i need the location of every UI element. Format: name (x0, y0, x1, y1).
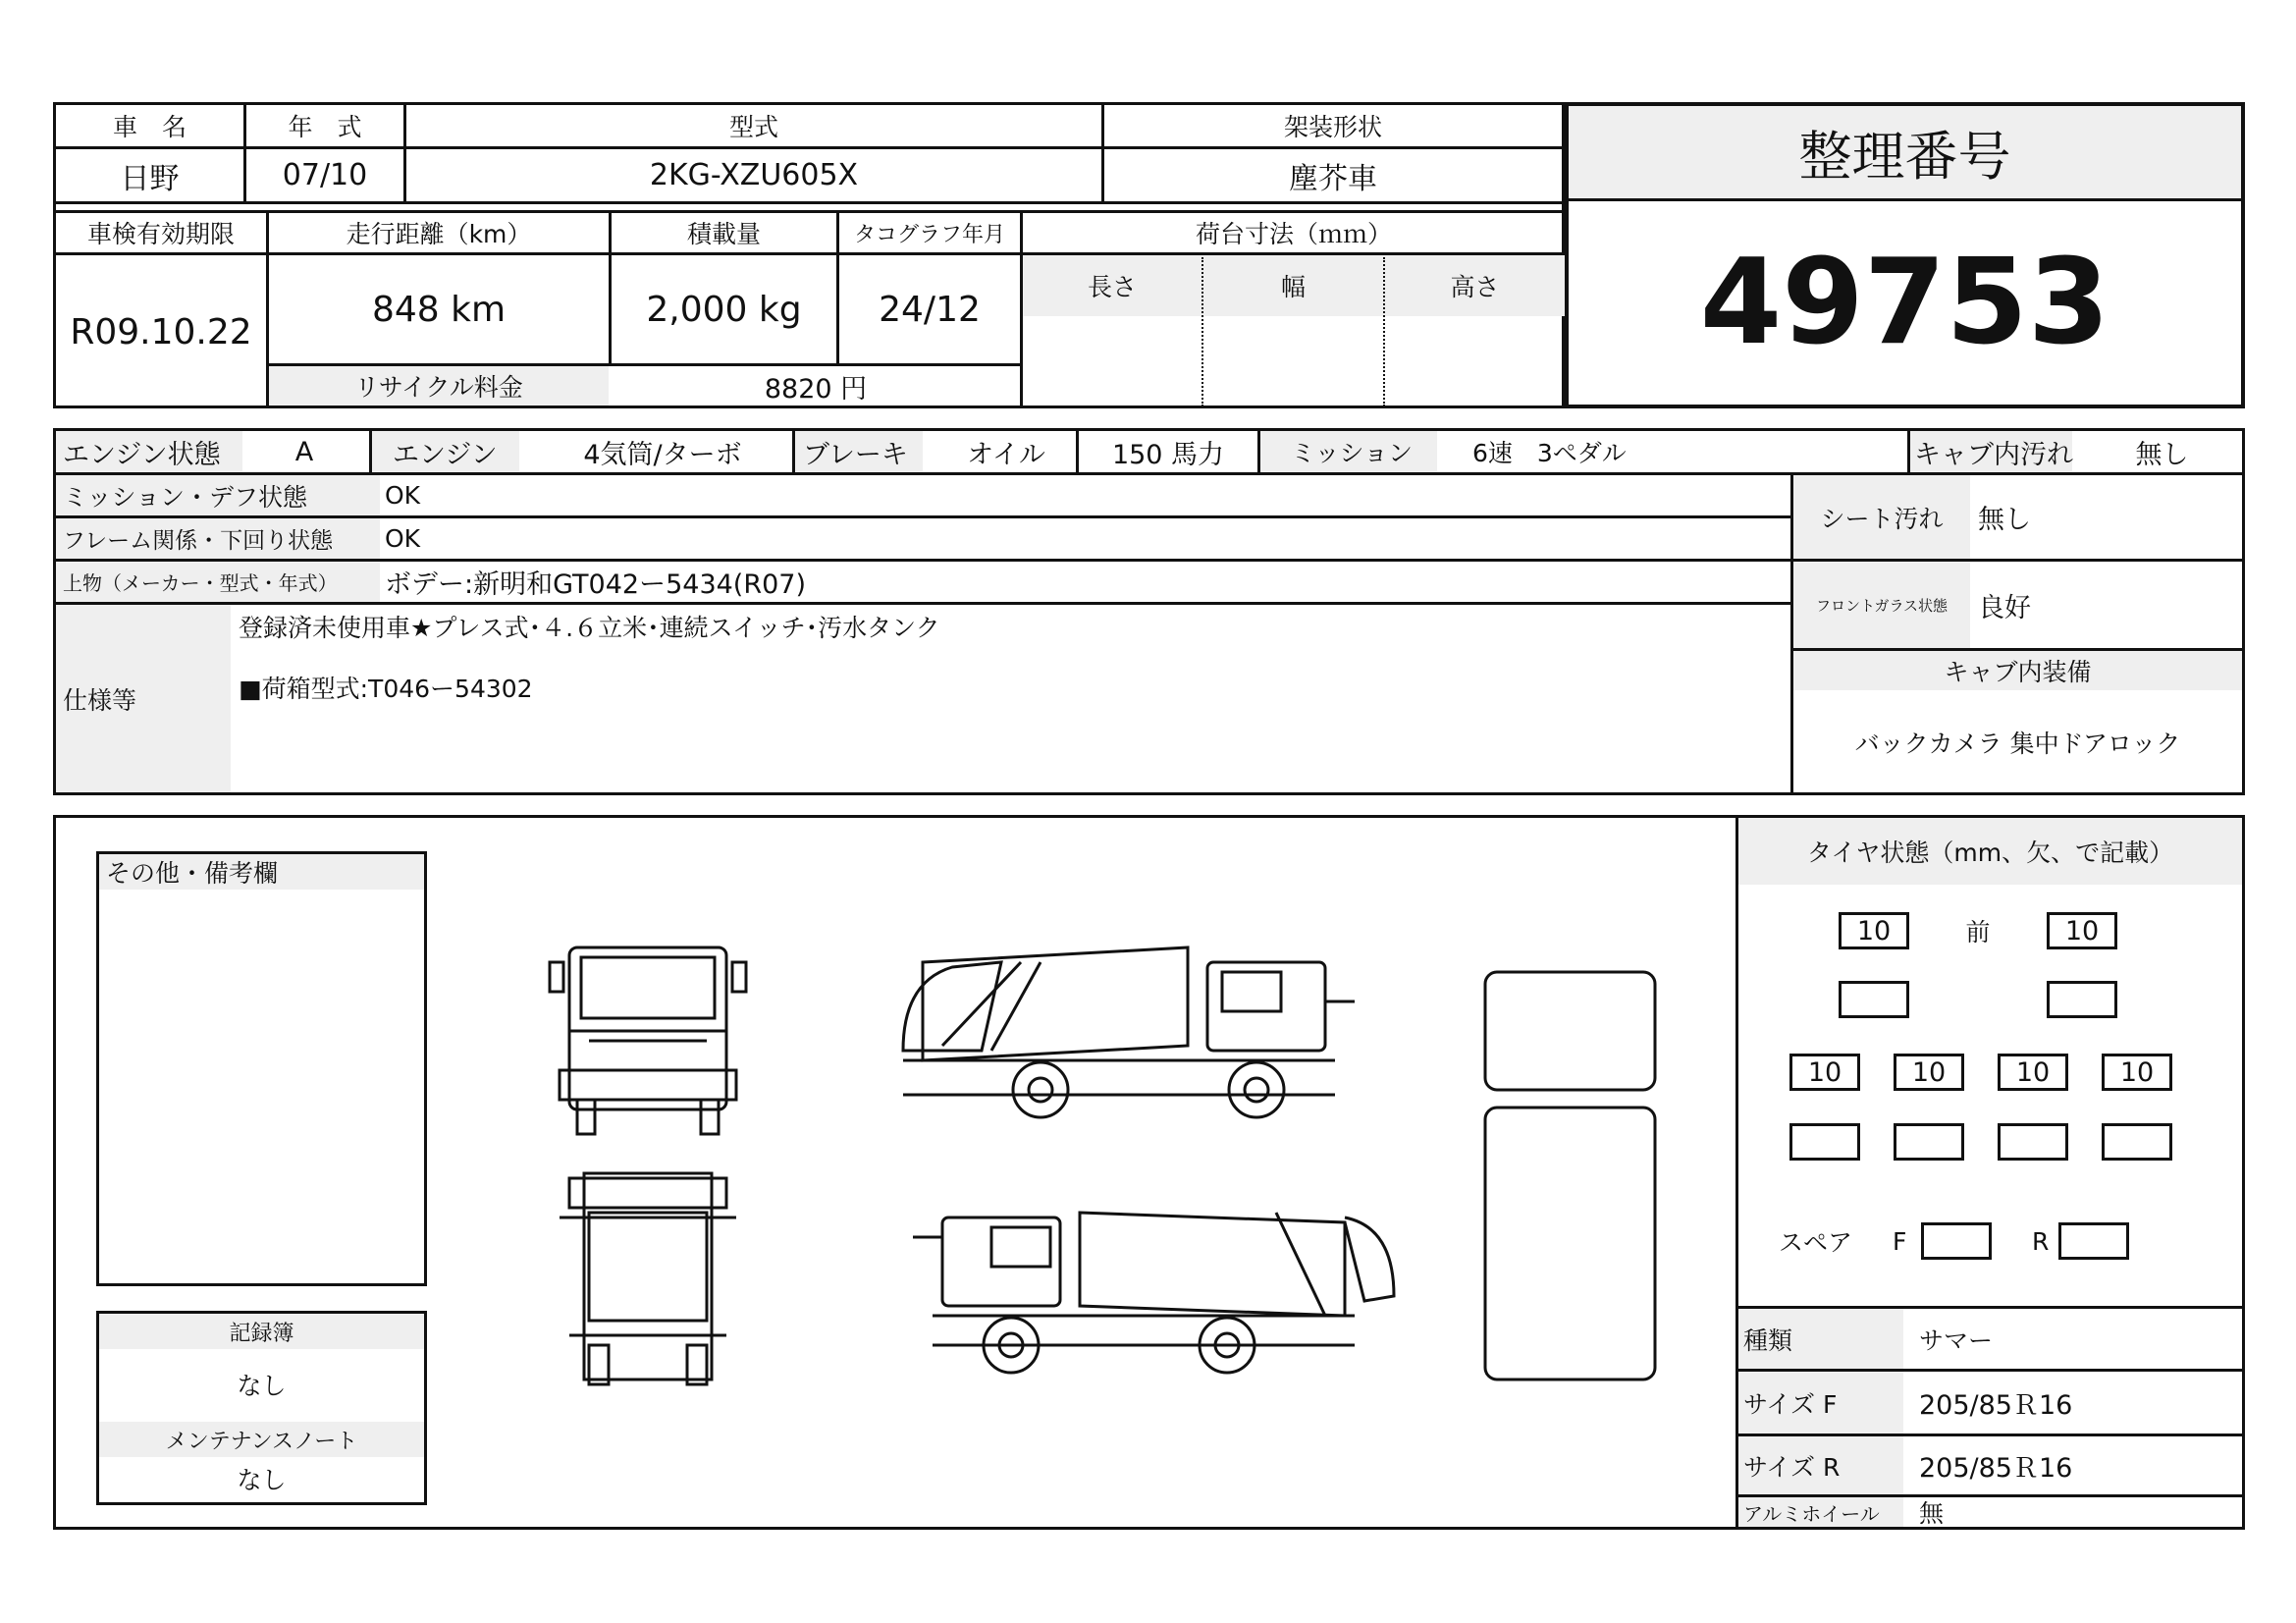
tire-rear-2-empty (1894, 1123, 1964, 1161)
seat-value: 無し (1978, 505, 2031, 535)
tire-type-value: サマー (1919, 1325, 1994, 1355)
tire-rear-1-empty (1789, 1123, 1860, 1161)
mission-value: 6速 3ペダル (1472, 439, 1627, 467)
tire-size-r-label: サイズ R (1743, 1452, 1841, 1482)
value-name: 日野 (120, 161, 180, 196)
alumi-label: アルミホイール (1743, 1501, 1880, 1526)
truck-front-view-icon (550, 947, 746, 1134)
frame-value: OK (385, 524, 421, 553)
header-tacho: タコグラフ年月 (853, 222, 1005, 247)
truck-diagrams (530, 923, 1757, 1394)
header-cargo: 荷台寸法（ｍｍ） (1195, 220, 1392, 248)
dotted-divider (1201, 257, 1203, 406)
value-load: 2,000 kg (646, 289, 802, 330)
tire-size-r-value: 205/85Ｒ16 (1919, 1453, 2073, 1484)
tire-rear-1: 10 (1789, 1054, 1860, 1091)
value-body-type: 塵芥車 (1289, 161, 1377, 196)
divider (53, 602, 1790, 605)
header-load: 積載量 (686, 220, 761, 248)
header-model: 型式 (728, 113, 778, 141)
value-model: 2KG-XZU605X (649, 158, 859, 192)
cargo-top-view-icon (1485, 972, 1655, 1380)
mission-diff-value: OK (385, 481, 421, 510)
header-width: 幅 (1280, 273, 1306, 301)
engine-value: 4気筒/ターボ (583, 439, 742, 470)
spec-line-1: 登録済未使用車★プレス式･４.６立米･連続スイッチ･汚水タンク (239, 614, 940, 642)
tire-rear-4: 10 (2102, 1054, 2172, 1091)
maint-value: なし (237, 1466, 287, 1494)
alumi-value: 無 (1919, 1499, 1945, 1528)
cab-dirt-value: 無し (2135, 439, 2189, 470)
tire-type-label: 種類 (1743, 1325, 1793, 1355)
tire-front-label: 前 (1965, 918, 1991, 947)
truck-rear-view-icon (560, 1173, 736, 1384)
seat-label: シート汚れ (1820, 504, 1944, 533)
spec-line-2: ■荷箱型式:T046ー54302 (239, 675, 533, 703)
header-inspection: 車検有効期限 (86, 220, 235, 248)
spare-f-label: F (1893, 1226, 1907, 1256)
spare-r-box (2058, 1222, 2129, 1260)
recycle-value: 8820 円 (764, 373, 868, 405)
tire-rear-3-empty (1998, 1123, 2068, 1161)
tire-front-right-empty (2047, 981, 2117, 1018)
header-height: 高さ (1450, 273, 1500, 301)
tire-rear-4-empty (2102, 1123, 2172, 1161)
horsepower-value: 150 馬力 (1111, 439, 1225, 470)
glass-value: 良好 (1978, 592, 2031, 623)
tire-size-f-label: サイズ F (1743, 1389, 1838, 1419)
tire-rear-2: 10 (1894, 1054, 1964, 1091)
spare-label: スペア (1779, 1228, 1853, 1257)
truck-side-left-icon (903, 947, 1355, 1117)
truck-side-right-icon (913, 1213, 1394, 1373)
spec-label: 仕様等 (63, 685, 137, 715)
brake-label: ブレーキ (803, 439, 908, 470)
cab-dirt-label: キャブ内汚れ (1914, 439, 2073, 470)
record-value: なし (237, 1372, 287, 1400)
header-name: 車 名 (112, 113, 187, 141)
maint-label: メンテナンスノート (165, 1429, 358, 1454)
header-year: 年 式 (288, 113, 362, 141)
engine-state-label: エンジン状態 (63, 439, 221, 470)
glass-label: フロントガラス状態 (1815, 596, 1949, 615)
cab-equip-label: キャブ内装備 (1944, 658, 2092, 686)
header-body-type: 架装形状 (1283, 113, 1382, 141)
upper-label: 上物（メーカー・型式・年式） (63, 571, 338, 595)
tire-front-left: 10 (1839, 912, 1909, 949)
tire-front-right: 10 (2047, 912, 2117, 949)
value-tacho: 24/12 (879, 289, 981, 330)
mission-label: ミッション (1291, 439, 1414, 467)
value-mileage: 848 km (371, 289, 507, 330)
reference-label: 整理番号 (1798, 125, 2011, 188)
header-length: 長さ (1087, 273, 1137, 301)
spare-r-label: R (2032, 1226, 2050, 1256)
remarks-label: その他・備考欄 (106, 859, 279, 888)
value-inspection: R09.10.22 (70, 311, 252, 352)
spare-f-box (1921, 1222, 1992, 1260)
cab-equip-value: バックカメラ 集中ドアロック (1854, 730, 2181, 758)
tire-rear-3: 10 (1998, 1054, 2068, 1091)
tire-size-f-value: 205/85Ｒ16 (1919, 1390, 2073, 1421)
reference-number: 49753 (1699, 235, 2110, 371)
remarks-box (96, 851, 427, 1286)
recycle-label: リサイクル料金 (354, 373, 523, 402)
tire-front-left-empty (1839, 981, 1909, 1018)
tire-label: タイヤ状態（mm、欠、で記載） (1806, 839, 2174, 867)
dotted-divider (1383, 257, 1385, 406)
frame-label: フレーム関係・下回り状態 (63, 528, 334, 554)
mission-diff-label: ミッション・デフ状態 (63, 482, 308, 512)
upper-value: ボデー:新明和GT042ー5434(R07) (385, 569, 806, 600)
header-mileage: 走行距離（km） (346, 220, 532, 248)
brake-value: オイル (967, 439, 1045, 470)
engine-state-value: A (294, 436, 314, 467)
record-label: 記録簿 (229, 1321, 294, 1346)
engine-label: エンジン (393, 439, 498, 470)
divider (53, 201, 1565, 204)
value-year: 07/10 (282, 158, 368, 192)
